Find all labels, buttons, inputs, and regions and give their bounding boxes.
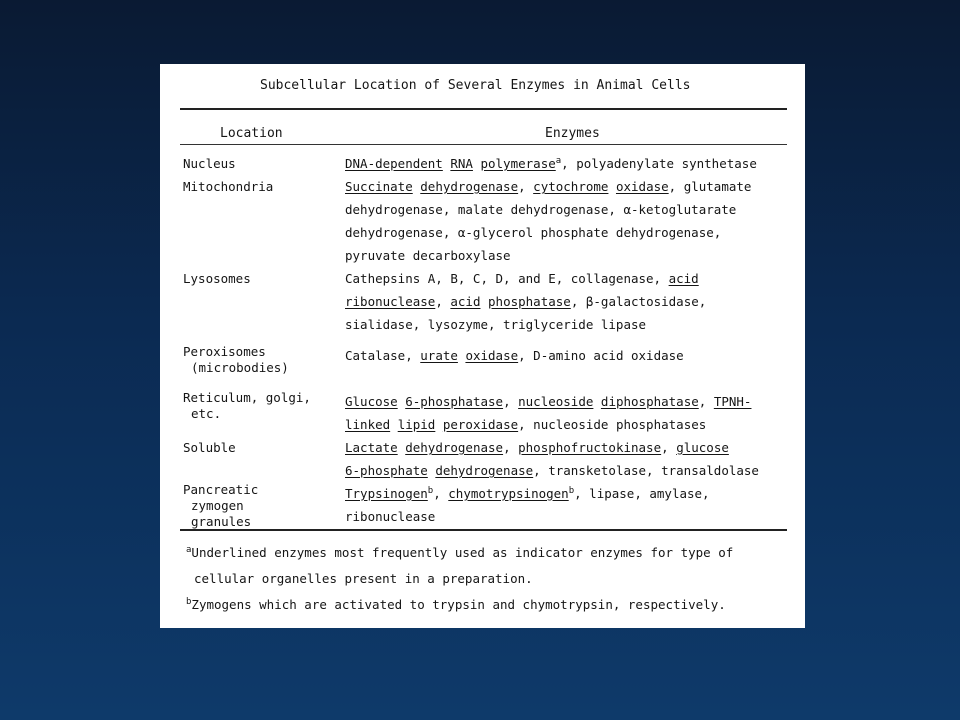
enzymes-cell — [345, 152, 800, 175]
indicator-enzyme: oxidase — [615, 179, 669, 194]
enzyme-text — [390, 417, 398, 432]
enzymes-cell — [345, 175, 800, 267]
enzymes-cell — [345, 390, 800, 436]
location-label: zymogen — [191, 498, 244, 513]
footnote-text: cellular organelles present in a preparation. — [194, 571, 533, 586]
enzyme-text: , polyadenylate synthetase — [561, 156, 757, 171]
enzyme-text: pyruvate decarboxylase — [345, 248, 511, 263]
footnote-text: Underlined enzymes most frequently used as indicator enzymes for type of — [191, 545, 734, 560]
location-label: Peroxisomes — [183, 344, 266, 359]
location-cell — [183, 440, 333, 456]
enzyme-text: , — [661, 440, 677, 455]
indicator-enzyme: dehydrogenase — [405, 440, 504, 455]
enzyme-text: , — [503, 394, 519, 409]
indicator-enzyme: dehydrogenase — [435, 463, 534, 478]
footnotes — [186, 540, 796, 618]
enzyme-line — [345, 413, 800, 436]
location-cell — [183, 344, 333, 376]
indicator-enzyme: RNA — [450, 156, 473, 171]
indicator-enzyme: cytochrome — [533, 179, 609, 194]
indicator-enzyme: polymerase — [480, 156, 556, 171]
indicator-enzyme: Trypsinogen — [345, 486, 428, 501]
indicator-enzyme: acid — [450, 294, 481, 309]
enzyme-text: , lipase, amylase, — [574, 486, 710, 501]
enzyme-text: ribonuclease — [345, 509, 436, 524]
footnote-line — [186, 540, 796, 566]
footnote-marker: b — [568, 485, 575, 496]
location-label: Lysosomes — [183, 271, 251, 286]
footnote-text: Zymogens which are activated to trypsin and chymotrypsin, respectively. — [191, 597, 726, 612]
top-rule — [180, 108, 787, 110]
enzyme-line — [345, 221, 800, 244]
indicator-enzyme: ribonuclease — [345, 294, 436, 309]
indicator-enzyme: peroxidase — [442, 417, 519, 432]
footnote-line — [186, 592, 796, 618]
footnote-marker: a — [555, 155, 562, 166]
enzymes-header: Enzymes — [545, 126, 600, 141]
bottom-rule — [180, 529, 787, 531]
indicator-enzyme: 6-phosphatase — [405, 394, 504, 409]
indicator-enzyme: Succinate — [345, 179, 413, 194]
indicator-enzyme: diphosphatase — [600, 394, 699, 409]
enzyme-text: , transketolase, transaldolase — [533, 463, 759, 478]
location-cell — [183, 179, 333, 195]
enzyme-line — [345, 267, 800, 290]
location-label: Mitochondria — [183, 179, 274, 194]
enzyme-line — [345, 313, 800, 336]
location-label: etc. — [191, 406, 222, 421]
location-label: Pancreatic — [183, 482, 259, 497]
enzyme-text: , — [698, 394, 714, 409]
enzyme-text: , — [503, 440, 519, 455]
enzyme-line — [345, 459, 800, 482]
header-rule — [180, 144, 787, 145]
indicator-enzyme: lipid — [397, 417, 436, 432]
enzyme-text: , — [435, 294, 451, 309]
location-label: granules — [191, 514, 252, 529]
enzyme-line — [345, 390, 800, 413]
location-label: Reticulum, golgi, — [183, 390, 311, 405]
indicator-enzyme: chymotrypsinogen — [448, 486, 569, 501]
indicator-enzyme: acid — [668, 271, 699, 286]
document-page — [160, 64, 805, 628]
location-label: Nucleus — [183, 156, 236, 171]
footnote-marker: b — [186, 596, 192, 607]
enzyme-text — [593, 394, 601, 409]
indicator-enzyme: linked — [345, 417, 391, 432]
enzyme-text: , glutamate — [668, 179, 752, 194]
table-title: Subcellular Location of Several Enzymes in Animal Cells — [260, 78, 691, 93]
location-cell — [183, 482, 333, 530]
indicator-enzyme: DNA-dependent — [345, 156, 443, 171]
enzyme-text: Cathepsins A, B, C, D, and E, collagenase, — [345, 271, 669, 286]
enzyme-line — [345, 198, 800, 221]
enzyme-line — [345, 175, 800, 198]
indicator-enzyme: Glucose — [345, 394, 398, 409]
enzymes-cell — [345, 482, 800, 528]
location-label: Soluble — [183, 440, 236, 455]
enzyme-line — [345, 244, 800, 267]
enzyme-line — [345, 344, 800, 367]
enzyme-line — [345, 482, 800, 505]
footnote-marker: a — [186, 544, 192, 555]
footnote-marker: b — [427, 485, 434, 496]
indicator-enzyme: urate — [420, 348, 458, 363]
enzyme-text: , D-amino acid oxidase — [518, 348, 684, 363]
indicator-enzyme: nucleoside — [518, 394, 594, 409]
enzyme-line — [345, 436, 800, 459]
indicator-enzyme: Lactate — [345, 440, 398, 455]
enzymes-cell — [345, 344, 800, 367]
indicator-enzyme: oxidase — [465, 348, 519, 363]
location-cell — [183, 390, 333, 422]
indicator-enzyme: phosphofructokinase — [518, 440, 662, 455]
indicator-enzyme: phosphatase — [488, 294, 571, 309]
location-label: (microbodies) — [191, 360, 289, 375]
enzyme-text: sialidase, lysozyme, triglyceride lipase — [345, 317, 647, 332]
enzyme-text: , nucleoside phosphatases — [518, 417, 707, 432]
enzyme-text: , — [433, 486, 449, 501]
indicator-enzyme: dehydrogenase — [420, 179, 519, 194]
location-cell — [183, 271, 333, 287]
location-cell — [183, 156, 333, 172]
enzyme-text: dehydrogenase, malate dehydrogenase, α-ketoglutarate — [345, 202, 737, 217]
enzyme-text — [435, 417, 443, 432]
enzyme-text: dehydrogenase, α-glycerol phosphate dehydrogenase, — [345, 225, 722, 240]
enzyme-text — [480, 294, 488, 309]
indicator-enzyme: glucose — [676, 440, 729, 455]
enzyme-line — [345, 152, 800, 175]
enzymes-cell — [345, 436, 800, 482]
indicator-enzyme: 6-phosphate — [345, 463, 428, 478]
enzyme-text — [608, 179, 616, 194]
enzymes-cell — [345, 267, 800, 336]
enzyme-line — [345, 505, 800, 528]
enzyme-text: Catalase, — [345, 348, 421, 363]
enzyme-text: , — [518, 179, 534, 194]
footnote-line — [186, 566, 796, 592]
indicator-enzyme: TPNH- — [713, 394, 752, 409]
enzyme-line — [345, 290, 800, 313]
enzyme-text: , β-galactosidase, — [570, 294, 707, 309]
location-header: Location — [220, 126, 283, 141]
